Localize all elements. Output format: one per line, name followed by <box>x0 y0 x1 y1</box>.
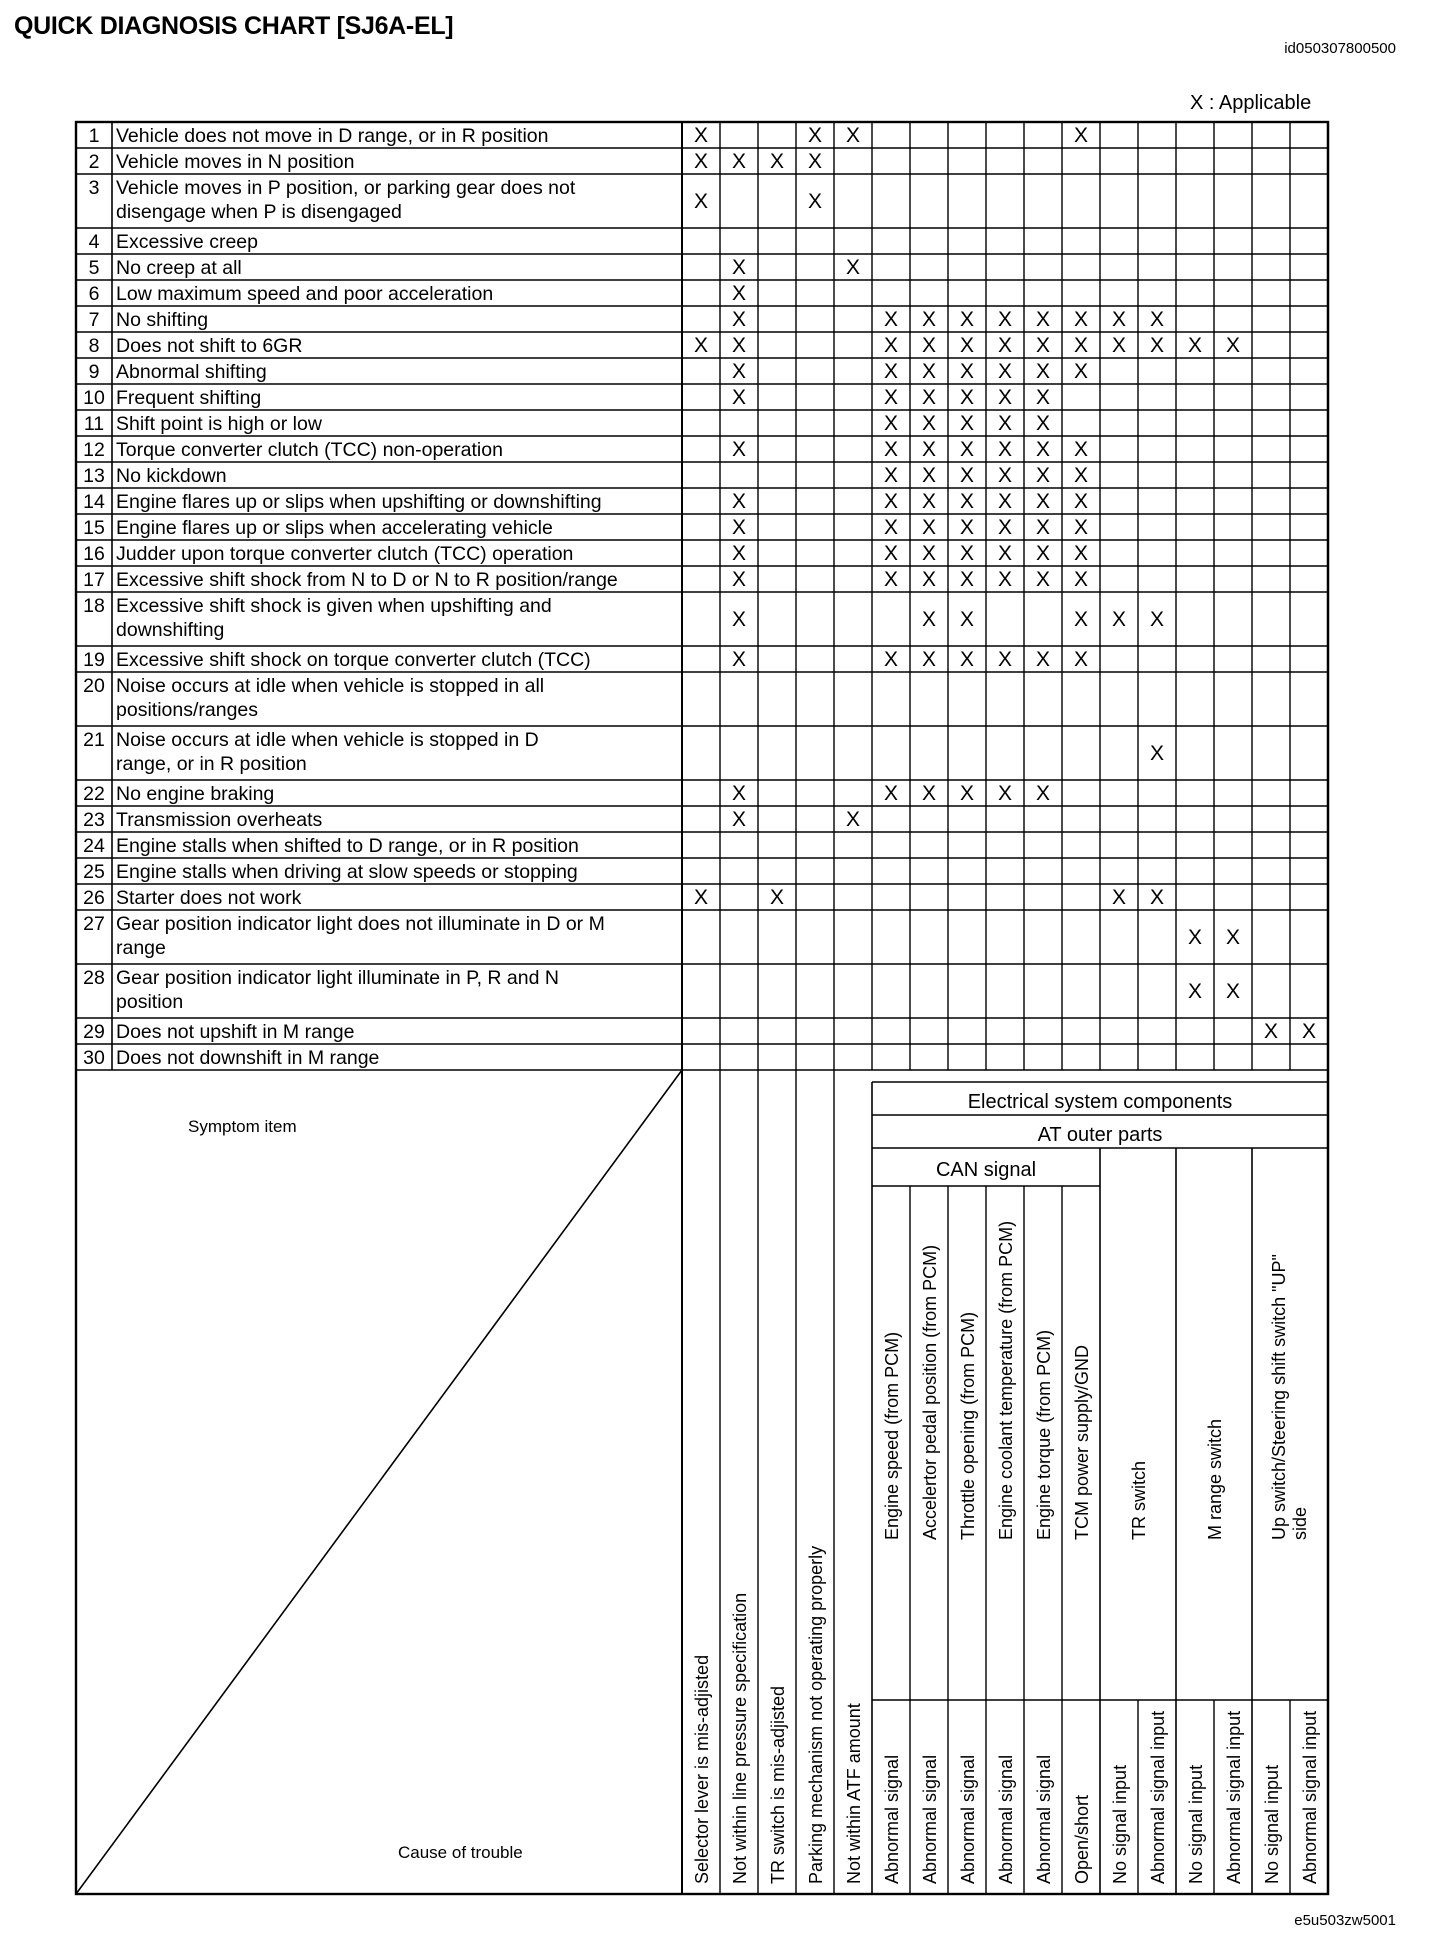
symptom-text: disengage when P is disengaged <box>116 201 402 223</box>
symptom-text: Excessive shift shock on torque converter clutch (TCC) <box>116 649 591 671</box>
row-number: 1 <box>88 125 100 147</box>
row-number: 25 <box>83 861 105 883</box>
applicable-mark: X <box>883 386 899 409</box>
symptom-text: range, or in R position <box>116 753 307 775</box>
applicable-mark: X <box>1149 334 1165 357</box>
applicable-mark: X <box>693 886 709 909</box>
applicable-mark: X <box>731 308 747 331</box>
applicable-mark: X <box>1035 360 1051 383</box>
applicable-mark: X <box>731 490 747 513</box>
row-number: 8 <box>88 335 100 357</box>
applicable-mark: X <box>997 490 1013 513</box>
row-number: 20 <box>83 675 105 697</box>
applicable-mark: X <box>997 542 1013 565</box>
applicable-mark: X <box>883 542 899 565</box>
applicable-mark: X <box>807 150 823 173</box>
symptom-text: Torque converter clutch (TCC) non-operation <box>116 439 503 461</box>
can-item-label: Engine coolant temperature (from PCM) <box>996 1220 1016 1540</box>
row-number: 10 <box>83 387 105 409</box>
symptom-text: Vehicle moves in P position, or parking gear does not <box>116 177 576 199</box>
applicable-mark: X <box>845 808 861 831</box>
symptom-text: Noise occurs at idle when vehicle is stopped in D <box>116 729 539 751</box>
cause-label-8: Abnormal signal <box>958 1754 978 1884</box>
symptom-text: Judder upon torque converter clutch (TCC) operation <box>116 543 574 565</box>
group-up-switch-side: side <box>1290 1506 1310 1540</box>
group-tr-switch: TR switch <box>1129 1460 1149 1540</box>
group-m-range-switch: M range switch <box>1205 1418 1225 1540</box>
applicable-mark: X <box>997 360 1013 383</box>
applicable-mark: X <box>731 386 747 409</box>
cause-label-7: Abnormal signal <box>920 1754 940 1884</box>
row-number: 17 <box>83 569 105 591</box>
row-number: 9 <box>88 361 100 383</box>
cause-label-5: Not within ATF amount <box>844 1703 864 1884</box>
row-number: 21 <box>83 729 105 751</box>
applicable-mark: X <box>883 308 899 331</box>
applicable-mark: X <box>921 516 937 539</box>
applicable-mark: X <box>731 542 747 565</box>
applicable-mark: X <box>1187 926 1203 949</box>
applicable-mark: X <box>1073 438 1089 461</box>
row-number: 16 <box>83 543 105 565</box>
grid-line <box>76 1070 682 1894</box>
applicable-mark: X <box>921 360 937 383</box>
group-up-switch: Up switch/Steering shift switch "UP" <box>1269 1254 1289 1540</box>
applicable-mark: X <box>883 334 899 357</box>
applicable-mark: X <box>1149 886 1165 909</box>
page-title: QUICK DIAGNOSIS CHART [SJ6A-EL] <box>14 12 454 40</box>
applicable-mark: X <box>1035 308 1051 331</box>
cause-label-6: Abnormal signal <box>882 1754 902 1884</box>
table-border <box>76 122 1328 1894</box>
applicable-mark: X <box>997 438 1013 461</box>
applicable-mark: X <box>1035 782 1051 805</box>
applicable-mark: X <box>921 334 937 357</box>
can-item-label: Accelertor pedal position (from PCM) <box>920 1244 940 1540</box>
applicable-mark: X <box>731 808 747 831</box>
symptom-text: downshifting <box>116 619 225 641</box>
row-number: 6 <box>88 283 100 305</box>
symptom-text: range <box>116 937 166 959</box>
applicable-mark: X <box>921 308 937 331</box>
applicable-mark: X <box>1035 438 1051 461</box>
applicable-mark: X <box>997 412 1013 435</box>
applicable-mark: X <box>1187 334 1203 357</box>
applicable-mark: X <box>769 886 785 909</box>
applicable-mark: X <box>1073 334 1089 357</box>
applicable-mark: X <box>921 464 937 487</box>
symptom-text: Gear position indicator light does not illuminate in D or M <box>116 913 605 935</box>
applicable-mark: X <box>731 782 747 805</box>
applicable-mark: X <box>1035 412 1051 435</box>
applicable-mark: X <box>997 464 1013 487</box>
group-at-outer-parts: AT outer parts <box>1037 1124 1163 1146</box>
cause-label-3: TR switch is mis-adjisted <box>768 1685 788 1884</box>
row-number: 24 <box>83 835 105 857</box>
row-number: 27 <box>83 913 105 935</box>
applicable-mark: X <box>731 334 747 357</box>
applicable-mark: X <box>693 334 709 357</box>
row-number: 3 <box>88 177 100 199</box>
applicable-mark: X <box>1035 516 1051 539</box>
symptom-text: Excessive creep <box>116 231 258 253</box>
row-number: 29 <box>83 1021 105 1043</box>
applicable-mark: X <box>959 490 975 513</box>
symptom-text: No shifting <box>116 309 209 331</box>
applicable-mark: X <box>731 282 747 305</box>
applicable-mark: X <box>731 568 747 591</box>
applicable-mark: X <box>959 360 975 383</box>
applicable-mark: X <box>921 412 937 435</box>
applicable-mark: X <box>959 412 975 435</box>
applicable-mark: X <box>921 490 937 513</box>
applicable-mark: X <box>769 150 785 173</box>
symptom-text: Does not upshift in M range <box>116 1021 355 1043</box>
cause-label-4: Parking mechanism not operating properly <box>806 1545 826 1884</box>
row-number: 5 <box>88 257 100 279</box>
applicable-mark: X <box>959 386 975 409</box>
symptom-text: Abnormal shifting <box>116 361 267 383</box>
applicable-mark: X <box>693 124 709 147</box>
row-number: 14 <box>83 491 105 513</box>
can-item-label: Engine torque (from PCM) <box>1034 1329 1054 1540</box>
can-item-label: TCM power supply/GND <box>1072 1344 1092 1540</box>
applicable-mark: X <box>883 782 899 805</box>
group-electrical: Electrical system components <box>967 1091 1233 1113</box>
applicable-mark: X <box>1073 308 1089 331</box>
symptom-text: Vehicle does not move in D range, or in R position <box>116 125 549 147</box>
symptom-text: Engine stalls when driving at slow speeds or stopping <box>116 861 578 883</box>
applicable-mark: X <box>997 386 1013 409</box>
applicable-mark: X <box>807 124 823 147</box>
row-number: 18 <box>83 595 105 617</box>
cause-label-13: Abnormal signal input <box>1148 1710 1168 1884</box>
applicable-mark: X <box>1035 568 1051 591</box>
chart-content <box>83 124 1320 1884</box>
applicable-mark: X <box>1225 334 1241 357</box>
row-number: 23 <box>83 809 105 831</box>
legend: X : Applicable <box>1190 92 1312 114</box>
applicable-mark: X <box>1073 464 1089 487</box>
row-number: 12 <box>83 439 105 461</box>
chart-grid <box>76 122 1328 1894</box>
applicable-mark: X <box>1073 568 1089 591</box>
symptom-text: Excessive shift shock from N to D or N to R position/range <box>116 569 618 591</box>
applicable-mark: X <box>921 648 937 671</box>
applicable-mark: X <box>883 412 899 435</box>
cause-label-15: Abnormal signal input <box>1224 1710 1244 1884</box>
row-number: 15 <box>83 517 105 539</box>
applicable-mark: X <box>883 438 899 461</box>
applicable-mark: X <box>731 648 747 671</box>
cause-label-2: Not within line pressure specification <box>730 1592 750 1884</box>
applicable-mark: X <box>1111 334 1127 357</box>
applicable-mark: X <box>959 308 975 331</box>
row-number: 4 <box>88 231 100 253</box>
cause-label-10: Abnormal signal <box>1034 1754 1054 1884</box>
applicable-mark: X <box>731 256 747 279</box>
can-item-label: Throttle opening (from PCM) <box>958 1311 978 1540</box>
applicable-mark: X <box>1149 742 1165 765</box>
applicable-mark: X <box>921 782 937 805</box>
applicable-mark: X <box>1073 360 1089 383</box>
applicable-mark: X <box>959 542 975 565</box>
applicable-mark: X <box>1225 926 1241 949</box>
applicable-mark: X <box>845 124 861 147</box>
applicable-mark: X <box>997 334 1013 357</box>
applicable-mark: X <box>997 568 1013 591</box>
applicable-mark: X <box>1149 308 1165 331</box>
applicable-mark: X <box>959 568 975 591</box>
applicable-mark: X <box>731 608 747 631</box>
applicable-mark: X <box>921 438 937 461</box>
row-number: 26 <box>83 887 105 909</box>
symptom-text: No engine braking <box>116 783 275 805</box>
cause-label-1: Selector lever is mis-adjisted <box>692 1654 712 1884</box>
symptom-text: Starter does not work <box>116 887 302 909</box>
applicable-mark: X <box>1073 648 1089 671</box>
applicable-mark: X <box>1111 886 1127 909</box>
applicable-mark: X <box>921 542 937 565</box>
cause-label-17: Abnormal signal input <box>1300 1710 1320 1884</box>
applicable-mark: X <box>959 608 975 631</box>
cause-label: Cause of trouble <box>398 1843 523 1862</box>
applicable-mark: X <box>883 648 899 671</box>
applicable-mark: X <box>997 782 1013 805</box>
symptom-text: Excessive shift shock is given when upshifting and <box>116 595 552 617</box>
applicable-mark: X <box>1263 1020 1279 1043</box>
symptom-text: Does not shift to 6GR <box>116 335 303 357</box>
applicable-mark: X <box>1035 648 1051 671</box>
applicable-mark: X <box>1301 1020 1317 1043</box>
applicable-mark: X <box>731 516 747 539</box>
applicable-mark: X <box>921 386 937 409</box>
applicable-mark: X <box>1187 980 1203 1003</box>
applicable-mark: X <box>1225 980 1241 1003</box>
applicable-mark: X <box>1073 608 1089 631</box>
symptom-label: Symptom item <box>188 1117 297 1136</box>
applicable-mark: X <box>959 516 975 539</box>
symptom-text: positions/ranges <box>116 699 259 721</box>
symptom-text: Shift point is high or low <box>116 413 322 435</box>
symptom-text: Low maximum speed and poor acceleration <box>116 283 494 305</box>
row-number: 2 <box>88 151 100 173</box>
applicable-mark: X <box>959 464 975 487</box>
applicable-mark: X <box>921 568 937 591</box>
applicable-mark: X <box>997 648 1013 671</box>
row-number: 22 <box>83 783 105 805</box>
applicable-mark: X <box>883 516 899 539</box>
document-id: id050307800500 <box>1284 40 1396 57</box>
row-number: 11 <box>83 413 105 435</box>
applicable-mark: X <box>693 150 709 173</box>
symptom-text: Engine flares up or slips when upshifting or downshifting <box>116 491 602 513</box>
symptom-text: Gear position indicator light illuminate in P, R and N <box>116 967 559 989</box>
applicable-mark: X <box>997 516 1013 539</box>
symptom-text: position <box>116 991 184 1013</box>
symptom-text: Transmission overheats <box>116 809 323 831</box>
applicable-mark: X <box>959 782 975 805</box>
row-number: 30 <box>83 1047 105 1069</box>
cause-label-16: No signal input <box>1262 1764 1282 1884</box>
symptom-text: No kickdown <box>116 465 227 487</box>
applicable-mark: X <box>921 608 937 631</box>
applicable-mark: X <box>1035 464 1051 487</box>
applicable-mark: X <box>1035 490 1051 513</box>
applicable-mark: X <box>997 308 1013 331</box>
applicable-mark: X <box>1111 608 1127 631</box>
applicable-mark: X <box>883 360 899 383</box>
applicable-mark: X <box>1149 608 1165 631</box>
symptom-text: Does not downshift in M range <box>116 1047 380 1069</box>
applicable-mark: X <box>1035 542 1051 565</box>
applicable-mark: X <box>883 464 899 487</box>
applicable-mark: X <box>1073 516 1089 539</box>
applicable-mark: X <box>731 360 747 383</box>
symptom-text: No creep at all <box>116 257 242 279</box>
figure-id: e5u503zw5001 <box>1294 1912 1396 1929</box>
applicable-mark: X <box>883 568 899 591</box>
applicable-mark: X <box>1073 490 1089 513</box>
applicable-mark: X <box>883 490 899 513</box>
row-number: 13 <box>83 465 105 487</box>
applicable-mark: X <box>807 190 823 213</box>
applicable-mark: X <box>1035 386 1051 409</box>
symptom-text: Engine stalls when shifted to D range, or in R position <box>116 835 579 857</box>
applicable-mark: X <box>959 648 975 671</box>
applicable-mark: X <box>693 190 709 213</box>
applicable-mark: X <box>959 334 975 357</box>
cause-label-12: No signal input <box>1110 1764 1130 1884</box>
can-item-label: Engine speed (from PCM) <box>882 1331 902 1540</box>
symptom-text: Frequent shifting <box>116 387 262 409</box>
cause-label-11: Open/short <box>1072 1794 1092 1884</box>
symptom-text: Noise occurs at idle when vehicle is stopped in all <box>116 675 545 697</box>
symptom-text: Engine flares up or slips when accelerating vehicle <box>116 517 553 539</box>
symptom-text: Vehicle moves in N position <box>116 151 355 173</box>
applicable-mark: X <box>845 256 861 279</box>
cause-label-9: Abnormal signal <box>996 1754 1016 1884</box>
applicable-mark: X <box>731 150 747 173</box>
row-number: 19 <box>83 649 105 671</box>
group-can-signal: CAN signal <box>935 1159 1037 1181</box>
applicable-mark: X <box>1111 308 1127 331</box>
cause-label-14: No signal input <box>1186 1764 1206 1884</box>
applicable-mark: X <box>1035 334 1051 357</box>
applicable-mark: X <box>1073 542 1089 565</box>
applicable-mark: X <box>959 438 975 461</box>
row-number: 7 <box>88 309 100 331</box>
applicable-mark: X <box>1073 124 1089 147</box>
applicable-mark: X <box>731 438 747 461</box>
row-number: 28 <box>83 967 105 989</box>
